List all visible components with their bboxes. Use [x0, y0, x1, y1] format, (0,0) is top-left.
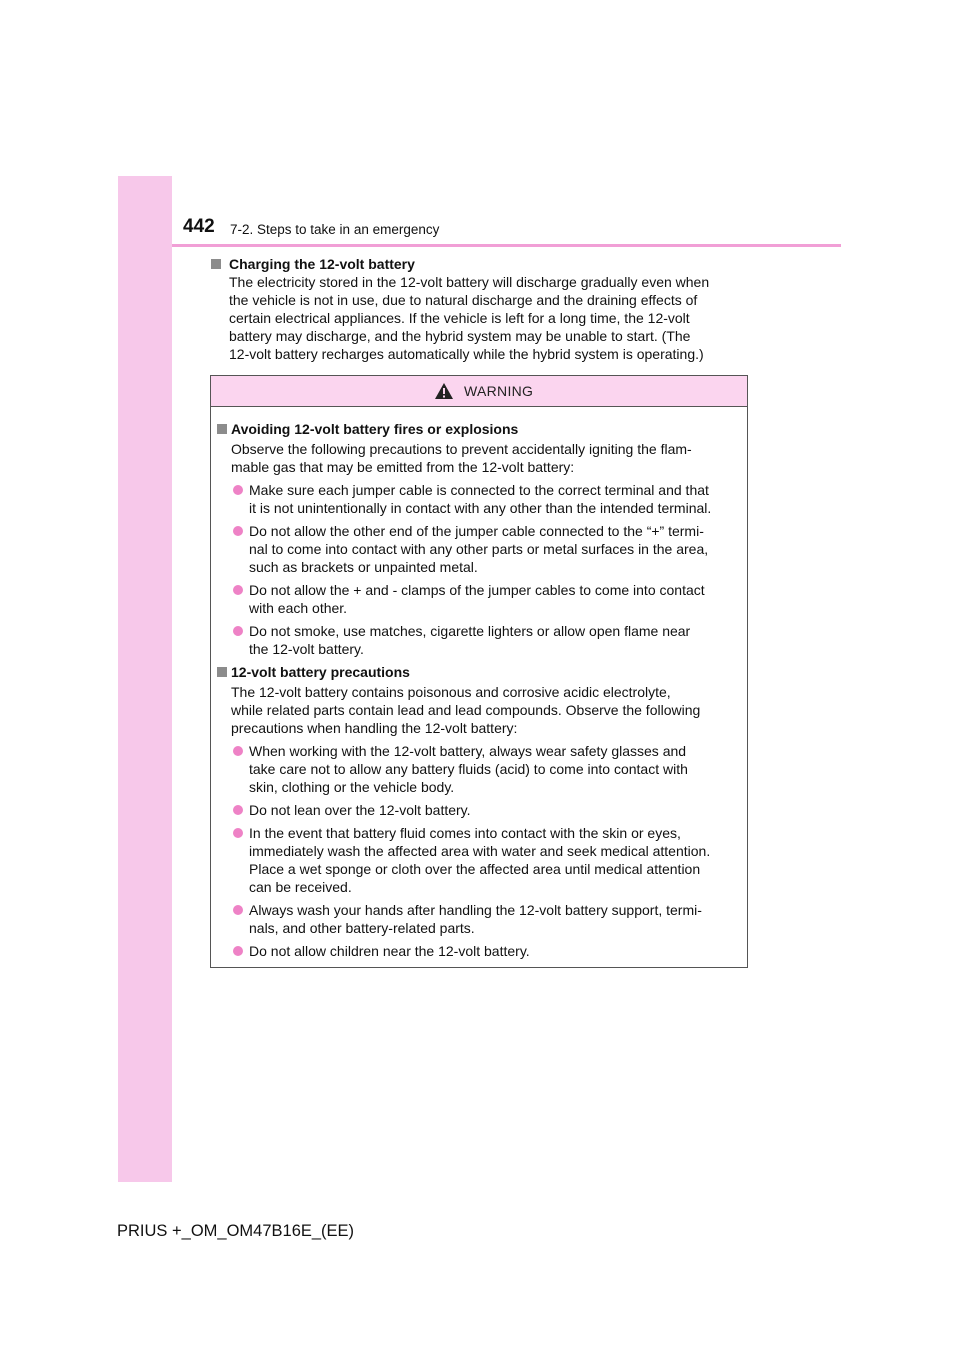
bullet-item	[217, 522, 741, 576]
warning-intro-line: The 12-volt battery contains poisonous and corrosive acidic electrolyte,	[231, 684, 671, 700]
warning-section-intro	[217, 440, 741, 476]
bullet-item	[217, 581, 741, 617]
bullet-item	[217, 481, 741, 517]
bullet-line: nal to come into contact with any other parts or metal surfaces in the area,	[249, 541, 709, 557]
warning-section-heading	[217, 420, 741, 438]
chapter-tab-band	[118, 176, 172, 1182]
bullet-dot-icon	[233, 626, 243, 636]
bullet-item	[217, 824, 741, 896]
intro-line: The electricity stored in the 12-volt battery will discharge gradually even when	[229, 274, 710, 290]
bullet-item	[217, 622, 741, 658]
bullet-dot-icon	[233, 905, 243, 915]
intro-body	[211, 273, 745, 363]
bullet-line: nals, and other battery-related parts.	[249, 920, 475, 936]
bullet-item	[217, 801, 741, 819]
warning-triangle-icon	[434, 382, 454, 400]
bullet-line: Do not lean over the 12-volt battery.	[249, 802, 471, 818]
bullet-line: the 12-volt battery.	[249, 641, 364, 657]
bullet-line: it is not unintentionally in contact with any other than the intended terminal.	[249, 500, 712, 516]
warning-header	[211, 376, 747, 407]
warning-section-heading-text: Avoiding 12-volt battery fires or explosions	[231, 421, 519, 437]
warning-box	[210, 375, 748, 968]
square-bullet-icon	[211, 259, 221, 269]
intro-heading	[211, 255, 745, 273]
warning-label: WARNING	[464, 383, 534, 399]
bullet-line: When working with the 12-volt battery, always wear safety glasses and	[249, 743, 687, 759]
warning-intro-line: Observe the following precautions to prevent accidentally igniting the flam-	[231, 441, 692, 457]
bullet-line: Do not allow the + and - clamps of the jumper cables to come into contact	[249, 582, 705, 598]
bullet-line: Do not smoke, use matches, cigarette lighters or allow open flame near	[249, 623, 691, 639]
bullet-item	[217, 942, 741, 960]
bullet-dot-icon	[233, 585, 243, 595]
bullet-dot-icon	[233, 526, 243, 536]
bullet-line: Always wash your hands after handling the 12-volt battery support, termi-	[249, 902, 702, 918]
square-bullet-icon	[217, 667, 227, 677]
intro-line: certain electrical appliances. If the vehicle is left for a long time, the 12-volt	[229, 310, 690, 326]
bullet-dot-icon	[233, 805, 243, 815]
intro-heading-text: Charging the 12-volt battery	[229, 256, 415, 272]
intro-section	[211, 255, 745, 363]
intro-line: battery may discharge, and the hybrid system may be unable to start. (The	[229, 328, 691, 344]
bullet-line: immediately wash the affected area with water and seek medical attention.	[249, 843, 711, 859]
bullet-dot-icon	[233, 946, 243, 956]
bullet-item	[217, 742, 741, 796]
section-title: 7-2. Steps to take in an emergency	[230, 222, 440, 237]
warning-body	[211, 407, 747, 960]
warning-intro-line: mable gas that may be emitted from the 12-volt battery:	[231, 459, 575, 475]
bullet-line: with each other.	[249, 600, 348, 616]
bullet-line: skin, clothing or the vehicle body.	[249, 779, 455, 795]
intro-line: the vehicle is not in use, due to natural discharge and the draining effects of	[229, 292, 698, 308]
bullet-line: Do not allow children near the 12-volt battery.	[249, 943, 530, 959]
warning-section-intro	[217, 683, 741, 737]
bullet-dot-icon	[233, 828, 243, 838]
bullet-dot-icon	[233, 746, 243, 756]
warning-section-heading-text: 12-volt battery precautions	[231, 664, 410, 680]
bullet-item	[217, 901, 741, 937]
warning-section-heading	[217, 663, 741, 681]
bullet-line: Do not allow the other end of the jumper cable connected to the “+” termi-	[249, 523, 704, 539]
bullet-dot-icon	[233, 485, 243, 495]
warning-intro-line: precautions when handling the 12-volt battery:	[231, 720, 518, 736]
bullet-line: Place a wet sponge or cloth over the affected area until medical attention	[249, 861, 701, 877]
warning-intro-line: while related parts contain lead and lead compounds. Observe the following	[231, 702, 701, 718]
document-id: PRIUS +_OM_OM47B16E_(EE)	[117, 1222, 355, 1240]
bullet-line: such as brackets or unpainted metal.	[249, 559, 478, 575]
bullet-line: take care not to allow any battery fluids (acid) to come into contact with	[249, 761, 688, 777]
intro-line: 12-volt battery recharges automatically while the hybrid system is operating.)	[229, 346, 704, 362]
bullet-line: In the event that battery fluid comes into contact with the skin or eyes,	[249, 825, 681, 841]
bullet-line: can be received.	[249, 879, 352, 895]
page-number: 442	[183, 216, 215, 237]
header-rule	[172, 244, 841, 247]
square-bullet-icon	[217, 424, 227, 434]
bullet-line: Make sure each jumper cable is connected to the correct terminal and that	[249, 482, 709, 498]
